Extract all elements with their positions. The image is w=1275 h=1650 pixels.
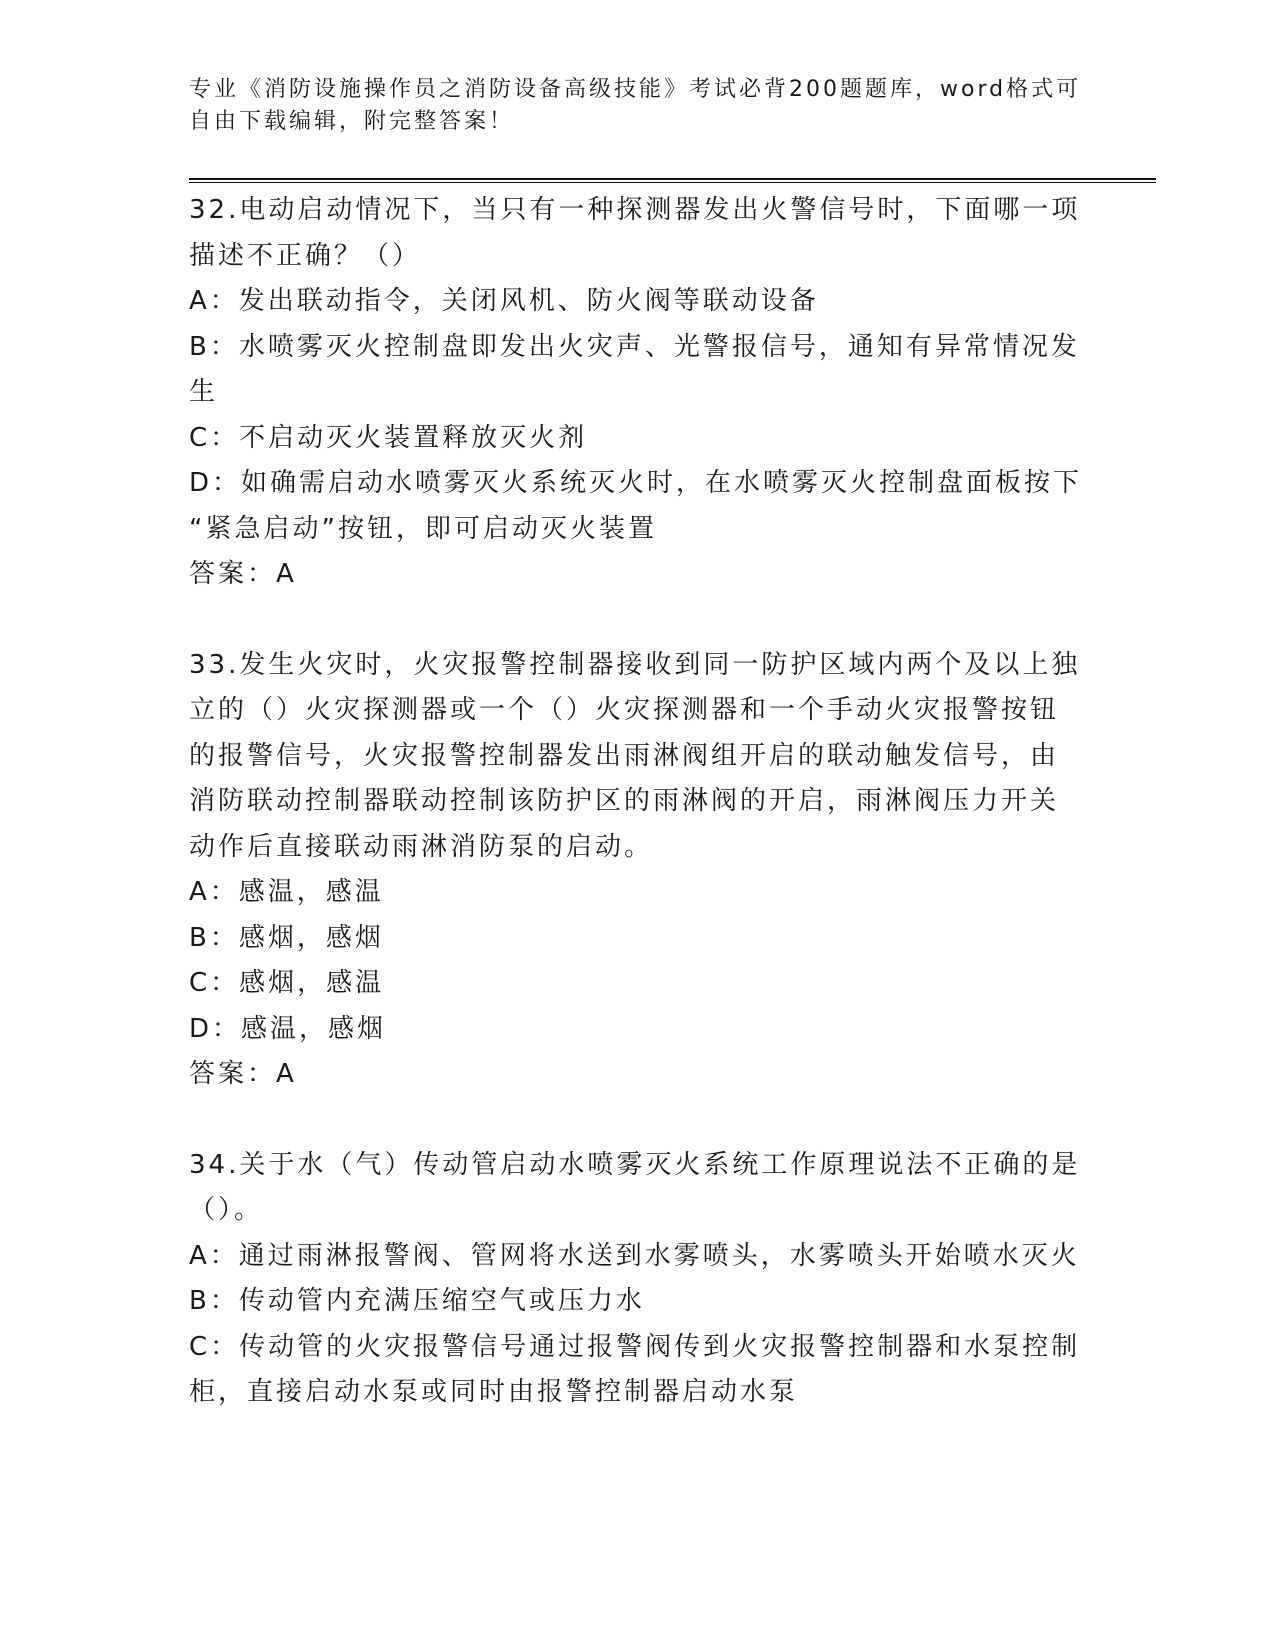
question-text-line: 34.关于水（气）传动管启动水喷雾灭火系统工作原理说法不正确的是 [189, 1149, 1081, 1180]
header-line-1: 专业《消防设施操作员之消防设备高级技能》考试必背200题题库，word格式可 [189, 77, 1082, 102]
question-text-line: 的报警信号，火灾报警控制器发出雨淋阀组开启的联动触发信号，由 [189, 740, 1060, 771]
option-d-line-2: “紧急启动”按钮，即可启动灭火装置 [189, 513, 657, 544]
question-text-line: 33.发生火灾时，火灾报警控制器接收到同一防护区域内两个及以上独 [189, 649, 1081, 680]
question-34 [189, 1143, 1089, 1416]
option-c-line-1: C：传动管的火灾报警信号通过报警阀传到火灾报警控制器和水泵控制 [189, 1331, 1081, 1362]
option-b: B：感烟，感烟 [189, 922, 384, 953]
question-list [189, 188, 1089, 1461]
option-c: C：感烟，感温 [189, 968, 385, 998]
option-b-line-1: B：水喷雾灭火控制盘即发出火灾声、光警报信号，通知有异常情况发 [189, 331, 1080, 362]
question-32 [189, 188, 1089, 598]
question-text-line: 动作后直接联动雨淋消防泵的启动。 [189, 831, 654, 862]
option-b: B：传动管内充满压缩空气或压力水 [189, 1286, 645, 1316]
option-a: A：感温，感温 [189, 877, 384, 907]
option-d-line-1: D：如确需启动水喷雾灭火系统灭火时，在水喷雾灭火控制盘面板按下 [189, 468, 1083, 498]
header-line-2: 自由下载编辑，附完整答案！ [189, 109, 515, 134]
question-text-line: 32.电动启动情况下，当只有一种探测器发出火警信号时，下面哪一项 [189, 195, 1081, 225]
option-c-line-2: 柜，直接启动水泵或同时由报警控制器启动水泵 [189, 1377, 799, 1407]
question-text-line: （）。 [189, 1195, 264, 1225]
option-c: C：不启动灭火装置释放灭火剂 [189, 422, 588, 453]
header-divider [189, 178, 1156, 183]
answer: 答案：A [189, 559, 297, 589]
question-text-line: 描述不正确？（） [189, 240, 422, 271]
question-text-line: 消防联动控制器联动控制该防护区的雨淋阀的开启，雨淋阀压力开关 [189, 786, 1060, 816]
option-d: D：感温，感烟 [189, 1013, 387, 1044]
question-33 [189, 643, 1089, 1098]
answer: 答案：A [189, 1059, 297, 1089]
option-b-line-2: 生 [189, 377, 219, 407]
option-a: A：发出联动指令，关闭风机、防火阀等联动设备 [189, 286, 819, 316]
option-a: A：通过雨淋报警阀、管网将水送到水雾喷头，水雾喷头开始喷水灭火 [189, 1240, 1080, 1271]
question-text-line: 立的（）火灾探测器或一个（）火灾探测器和一个手动火灾报警按钮 [189, 695, 1060, 725]
page-header [189, 74, 1089, 138]
